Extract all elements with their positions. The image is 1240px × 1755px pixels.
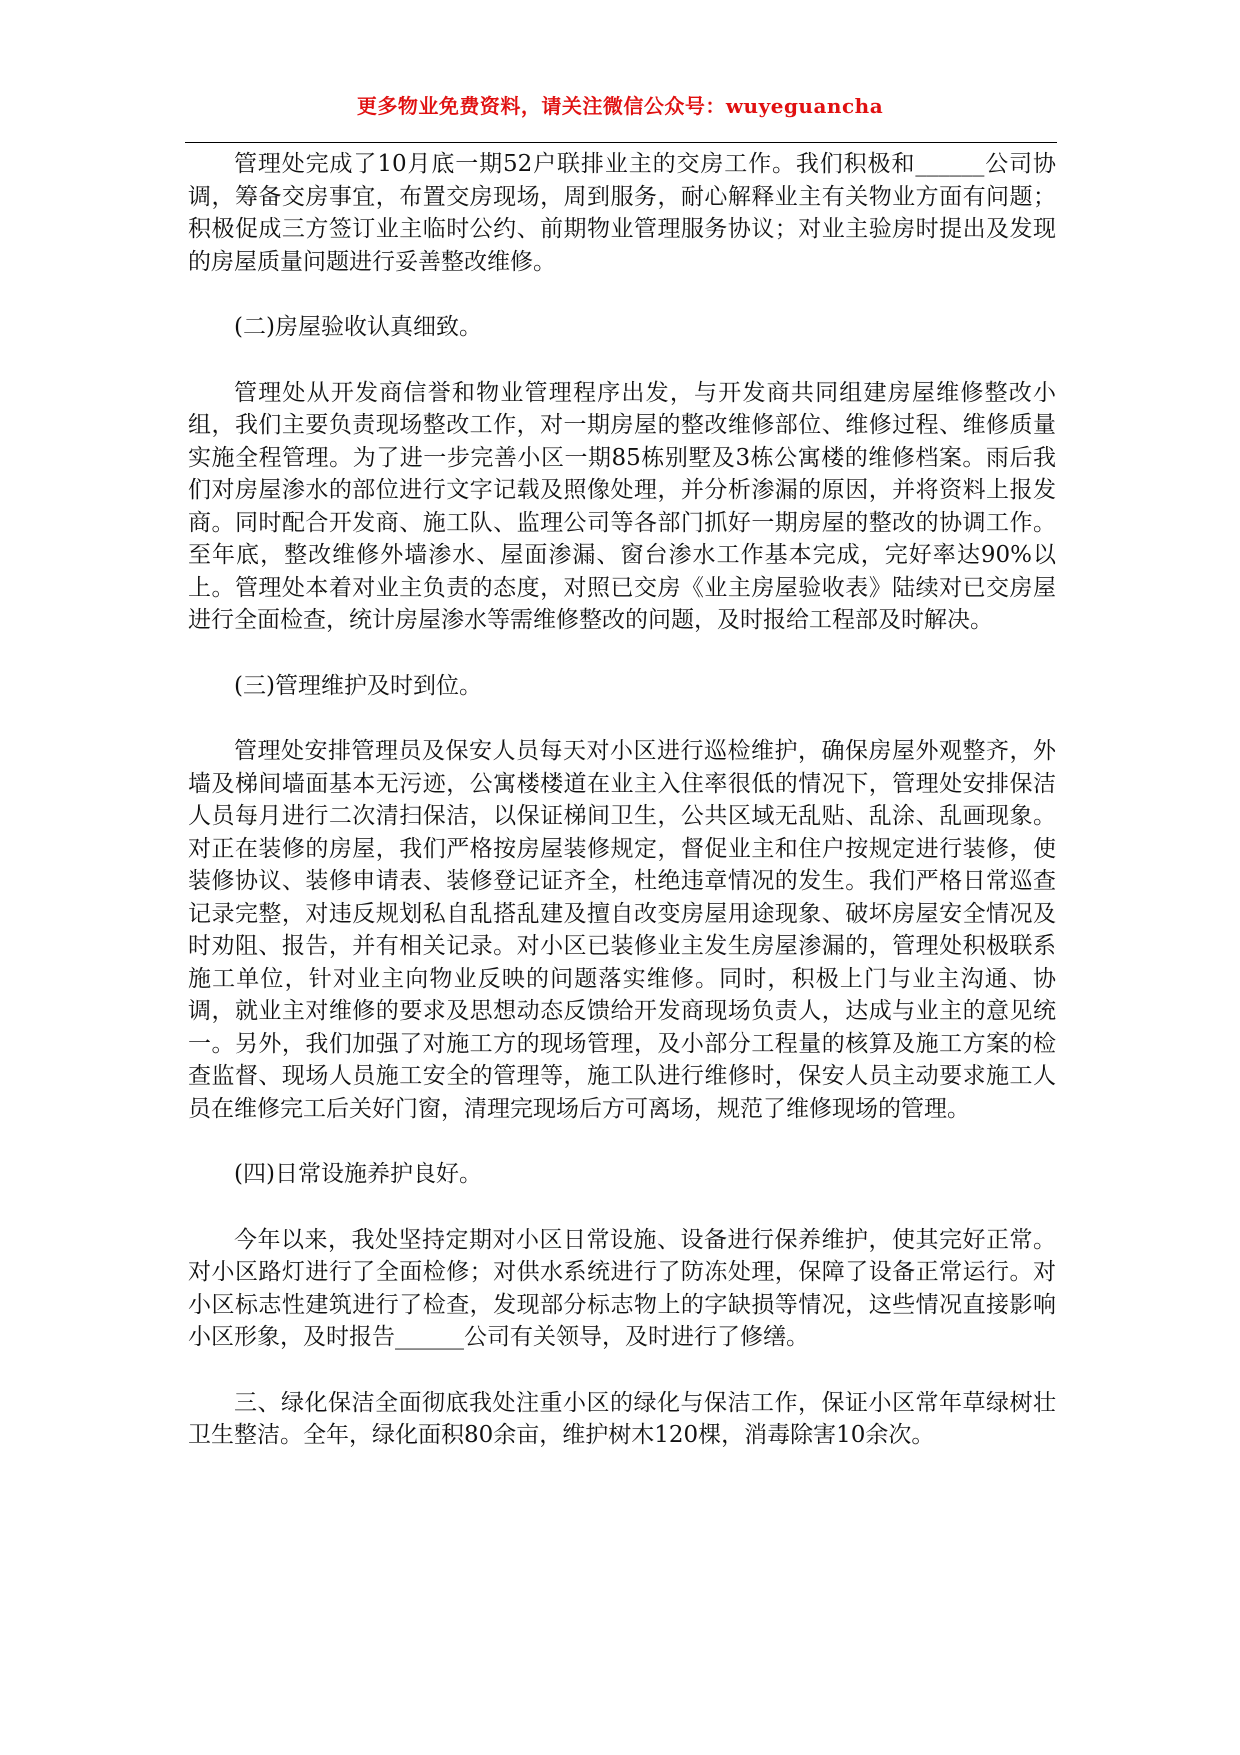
section-heading-maintenance: (三)管理维护及时到位。 — [234, 672, 482, 699]
paragraph-greening: 三、绿化保洁全面彻底我处注重小区的绿化与保洁工作，保证小区常年草绿树壮卫生整洁。全年，绿化面积80余亩，维护树木120棵，消毒除害10余次。 — [188, 1389, 1056, 1448]
section-heading-facilities: (四)日常设施养护良好。 — [234, 1161, 482, 1187]
paragraph-inspection: 管理处从开发商信誉和物业管理程序出发，与开发商共同组建房屋维修整改小组，我们主要负责现场整改工作，对一期房屋的整改维修部位、维修过程、维修质量实施全程管理。为了进一步完善小区一期85栋别墅及3栋公寓楼的维修档案。雨后我们对房屋渗水的部位进行文字记载及照像处理，并分析渗漏的原因，并将资料上报发商。同时配合开发商、施工队、监理公司等各部门抓好一期房屋的整改的协调工作。至年底，整改维修外墙渗水、屋面渗漏、窗台渗水工作基本完成，完好率达90%以上。管理处本着对业主负责的态度，对照已交房《业主房屋验收表》陆续对已交房屋进行全面检查，统计房屋渗水等需维修整改的问题，及时报给工程部及时解决。 — [188, 379, 1056, 633]
paragraph-facilities: 今年以来，我处坚持定期对小区日常设施、设备进行保养维护，使其完好正常。对小区路灯进行了全面检修；对供水系统进行了防冻处理，保障了设备正常运行。对小区标志性建筑进行了检查，发现部分标志物上的字缺损等情况，这些情况直接影响小区形象，及时报告______公司有关领导，及时进行了修缮。 — [188, 1226, 1056, 1350]
paragraph-maintenance: 管理处安排管理员及保安人员每天对小区进行巡检维护，确保房屋外观整齐，外墙及梯间墙面基本无污迹，公寓楼楼道在业主入住率很低的情况下，管理处安排保洁人员每月进行二次清扫保洁，以保证梯间卫生，公共区域无乱贴、乱涂、乱画现象。对正在装修的房屋，我们严格按房屋装修规定，督促业主和住户按规定进行装修，使装修协议、装修申请表、装修登记证齐全，杜绝违章情况的发生。我们严格日常巡查记录完整，对违反规划私自乱搭乱建及擅自改变房屋用途现象、破坏房屋安全情况及时劝阻、报告，并有相关记录。对小区已装修业主发生房屋渗漏的，管理处积极联系施工单位，针对业主向物业反映的问题落实维修。同时，积极上门与业主沟通、协调，就业主对维修的要求及思想动态反馈给开发商现场负责人，达成与业主的意见统一。另外，我们加强了对施工方的现场管理，及小部分工程量的核算及施工方案的检查监督、现场人员施工安全的管理等，施工队进行维修时，保安人员主动要求施工人员在维修完工后关好门窗，清理完现场后方可离场，规范了维修现场的管理。 — [188, 738, 1056, 1122]
header-divider — [185, 142, 1057, 143]
document-body — [188, 148, 1056, 1485]
section-heading-inspection: (二)房屋验收认真细致。 — [234, 314, 482, 340]
paragraph-handover: 管理处完成了10月底一期52户联排业主的交房工作。我们积极和______公司协调，筹备交房事宜，布置交房现场，周到服务，耐心解释业主有关物业方面有问题；积极促成三方签订业主临时公约、前期物业管理服务协议；对业主验房时提出及发现的房屋质量问题进行妥善整改维修。 — [188, 151, 1056, 275]
promo-header: 更多物业免费资料，请关注微信公众号：wuyeguancha — [356, 94, 884, 118]
